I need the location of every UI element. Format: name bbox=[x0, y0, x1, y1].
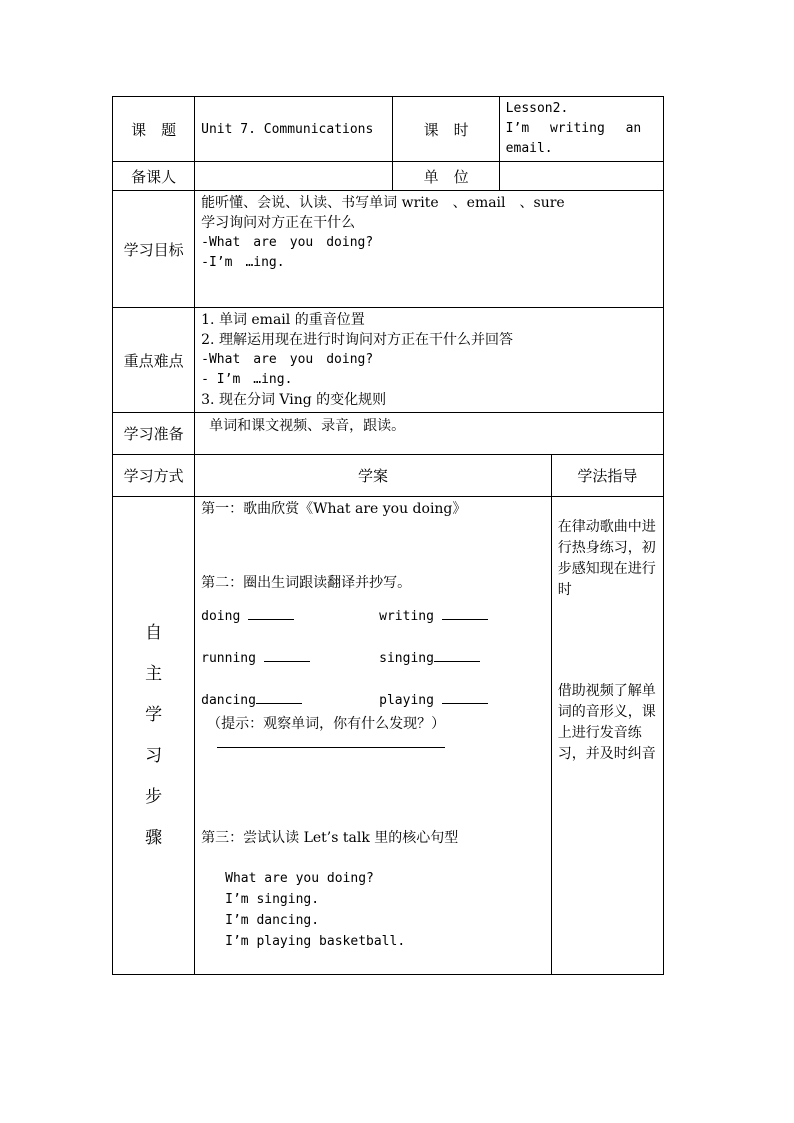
objectives-content bbox=[195, 191, 664, 308]
topic-label: 课 题 bbox=[113, 97, 195, 162]
preparation-label: 学习准备 bbox=[113, 413, 195, 455]
sentence-1: What are you doing? bbox=[225, 871, 374, 886]
guide-2: 借助视频了解单词的音形义，课上进行发音练习，并及时纠音 bbox=[557, 683, 656, 762]
keypoint-line-2: 2. 理解运用现在进行时询问对方正在干什么并回答 bbox=[201, 332, 513, 348]
keypoint-line-4: - I’m …ing. bbox=[201, 372, 293, 387]
period-line-1: Lesson2. bbox=[505, 101, 569, 116]
steps-char-4: 习 bbox=[145, 745, 163, 766]
preparer-value bbox=[195, 162, 393, 191]
method-column-header: 学习方式 bbox=[113, 455, 195, 497]
plan-content bbox=[195, 497, 552, 975]
section-3-title: 第三：尝试认读 Let’s talk 里的核心句型 bbox=[201, 830, 459, 846]
objective-line-3: -What are you doing? bbox=[201, 235, 374, 250]
objective-line-2: 学习询问对方正在干什么 bbox=[201, 215, 356, 231]
period-line-2: I’m writing an bbox=[505, 121, 642, 136]
preparer-label: 备课人 bbox=[113, 162, 195, 191]
objective-line-4: -I’m …ing. bbox=[201, 255, 285, 270]
keypoint-line-3: -What are you doing? bbox=[201, 352, 374, 367]
objectives-label: 学习目标 bbox=[113, 191, 195, 308]
word-blank bbox=[256, 691, 302, 704]
hint-text: （提示：观察单词，你有什么发现？） bbox=[207, 716, 446, 732]
sentence-list bbox=[201, 868, 545, 952]
sentence-3: I’m dancing. bbox=[225, 913, 320, 928]
word-playing: playing bbox=[379, 693, 434, 708]
word-blank bbox=[264, 649, 310, 662]
word-row-2 bbox=[201, 649, 545, 691]
word-blank bbox=[248, 607, 294, 620]
steps-char-3: 学 bbox=[145, 704, 163, 725]
word-doing: doing bbox=[201, 609, 241, 624]
guide-1: 在律动歌曲中进行热身练习，初步感知现在进行时 bbox=[557, 519, 656, 598]
topic-value: Unit 7. Communications bbox=[195, 97, 393, 162]
unit-value bbox=[499, 162, 663, 191]
word-blank bbox=[442, 607, 488, 620]
word-dancing: dancing bbox=[201, 693, 256, 708]
objective-line-1: 能听懂、会说、认读、书写单词 write 、email 、sure bbox=[201, 195, 565, 211]
hint-answer-line bbox=[217, 735, 445, 748]
word-writing: writing bbox=[379, 609, 434, 624]
steps-char-6: 骤 bbox=[145, 827, 163, 848]
preparation-content: 单词和课文视频、录音，跟读。 bbox=[195, 413, 664, 455]
word-row-3 bbox=[201, 691, 545, 713]
keypoints-label: 重点难点 bbox=[113, 308, 195, 413]
period-label: 课 时 bbox=[393, 97, 499, 162]
unit-label: 单 位 bbox=[393, 162, 499, 191]
word-row-1 bbox=[201, 607, 545, 649]
section-1-title: 第一：歌曲欣赏《What are you doing》 bbox=[201, 501, 467, 517]
keypoint-line-5: 3. 现在分词 Ving 的变化规则 bbox=[201, 392, 387, 408]
word-blank bbox=[442, 691, 488, 704]
word-blank bbox=[434, 649, 480, 662]
sentence-4: I’m playing basketball. bbox=[225, 934, 406, 949]
section-2-title: 第二：圈出生词跟读翻译并抄写。 bbox=[201, 575, 412, 591]
plan-column-header: 学案 bbox=[195, 455, 552, 497]
keypoint-line-1: 1. 单词 email 的重音位置 bbox=[201, 312, 365, 328]
keypoints-content bbox=[195, 308, 664, 413]
guide-content bbox=[551, 497, 663, 975]
steps-label bbox=[113, 497, 195, 975]
period-value bbox=[499, 97, 663, 162]
guide-column-header: 学法指导 bbox=[551, 455, 663, 497]
lesson-plan-table bbox=[112, 96, 664, 975]
period-line-3: email. bbox=[505, 141, 553, 156]
word-running: running bbox=[201, 651, 256, 666]
word-singing: singing bbox=[379, 651, 434, 666]
steps-char-5: 步 bbox=[145, 786, 163, 807]
steps-char-2: 主 bbox=[145, 663, 163, 684]
steps-char-1: 自 bbox=[145, 622, 163, 643]
sentence-2: I’m singing. bbox=[225, 892, 320, 907]
